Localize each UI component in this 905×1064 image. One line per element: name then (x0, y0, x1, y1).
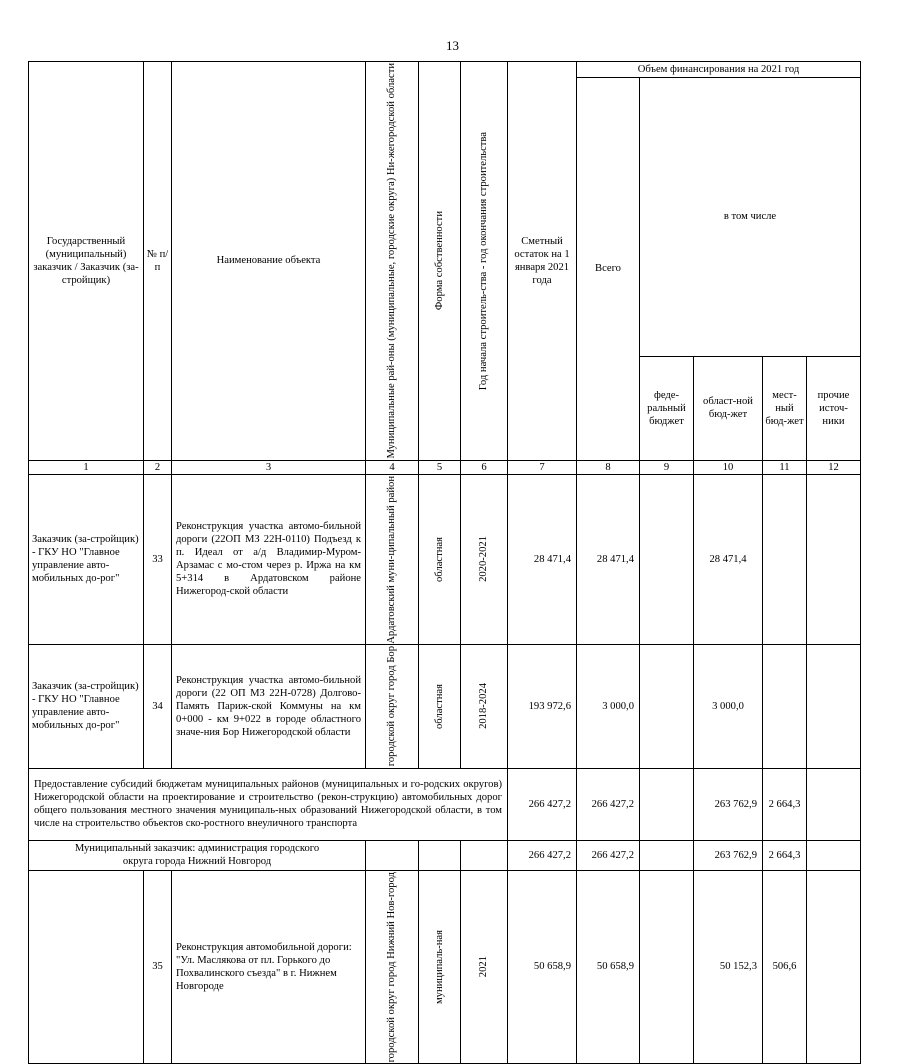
page-number: 13 (446, 38, 459, 53)
municipal-text: Муниципальный заказчик: администрация городского округа города Нижний Новгород (29, 840, 366, 870)
subsidy-row (29, 768, 861, 840)
ownership-cell (419, 870, 461, 1063)
customer-cell: Заказчик (за-стройщик) - ГКУ НО "Главное управление авто-мобильных до-рог" (29, 474, 144, 645)
years-cell (461, 870, 508, 1063)
header-ownership-cell (419, 62, 461, 461)
header-district-cell (366, 62, 419, 461)
total-value: 28 471,4 (577, 474, 640, 645)
column-number: 7 (508, 460, 577, 474)
subsidy-text: Предоставление субсидий бюджетам муниципальных районов (муниципальных и го-родских округов) Нижегородской области на проектирование и строительство (рекон-струкцию) автомобильных дорог общего пользования местного значения муниципаль-ных образований Нижегородской области, в том числе на строительство объектов ско-ростного внеуличного транспорта (29, 768, 508, 840)
table-row (29, 645, 861, 768)
regional-value: 28 471,4 (694, 474, 763, 645)
header-including: в том числе (640, 78, 861, 357)
empty-cell (366, 840, 419, 870)
header-object: Наименование объекта (172, 62, 366, 461)
header-remainder: Сметный остаток на 1 января 2021 года (508, 62, 577, 461)
years: 2021 (478, 956, 489, 978)
other-value (807, 768, 861, 840)
column-number: 11 (763, 460, 807, 474)
header-ownership: Форма собственности (433, 211, 445, 311)
header-years-cell (461, 62, 508, 461)
federal-value (640, 840, 694, 870)
federal-value (640, 645, 694, 768)
other-value (807, 474, 861, 645)
row-number: 35 (144, 870, 172, 1063)
customer-cell: Заказчик (за-стройщик) - ГКУ НО "Главное управление авто-мобильных до-рог" (29, 645, 144, 768)
table-row (29, 474, 861, 645)
years-cell (461, 474, 508, 645)
column-number: 4 (366, 460, 419, 474)
local-value (763, 645, 807, 768)
remainder-value: 28 471,4 (508, 474, 577, 645)
federal-value (640, 768, 694, 840)
ownership-cell (419, 474, 461, 645)
column-number: 5 (419, 460, 461, 474)
years-cell (461, 645, 508, 768)
column-number: 6 (461, 460, 508, 474)
federal-value (640, 474, 694, 645)
column-number: 3 (172, 460, 366, 474)
total-value: 266 427,2 (577, 768, 640, 840)
column-numbers-row (29, 460, 861, 474)
regional-value: 263 762,9 (694, 768, 763, 840)
district: городской округ город Бор (386, 646, 397, 767)
header-financing-group: Объем финансирования на 2021 год (577, 62, 861, 78)
remainder-value: 266 427,2 (508, 768, 577, 840)
regional-value: 50 152,3 (694, 870, 763, 1063)
column-number: 10 (694, 460, 763, 474)
column-number: 12 (807, 460, 861, 474)
years: 2018-2024 (478, 683, 489, 730)
local-value: 2 664,3 (763, 768, 807, 840)
remainder-value: 193 972,6 (508, 645, 577, 768)
empty-cell (419, 840, 461, 870)
district: городской округ город Нижний Нов-город (386, 871, 397, 1062)
ownership-cell (419, 645, 461, 768)
object-name: Реконструкция участка автомо-бильной дороги (22ОП МЗ 22Н-0110) Подъезд к п. Идеал от а/д Владимир-Муром-Арзамас с мо-стом через р. Иржа на км 5+314 в Ардатовском районе Нижегород-ской области (172, 474, 366, 645)
ownership: областная (433, 683, 445, 729)
row-number: 34 (144, 645, 172, 768)
other-value (807, 840, 861, 870)
district: Ардатовский муни-ципальный район (386, 475, 397, 644)
customer-cell (29, 870, 144, 1063)
header-other: прочие источ-ники (807, 356, 861, 460)
column-number: 1 (29, 460, 144, 474)
table-row (29, 870, 861, 1063)
object-name: Реконструкция автомобильной дороги: "Ул. Маслякова от пл. Горького до Похвалинского съезда" в г. Нижнем Новгороде (172, 870, 366, 1063)
header-years: Год начала строитель-ства - год окончания строительства (478, 131, 489, 390)
remainder-value: 266 427,2 (508, 840, 577, 870)
header-federal: феде-ральный бюджет (640, 356, 694, 460)
total-value: 3 000,0 (577, 645, 640, 768)
remainder-value: 50 658,9 (508, 870, 577, 1063)
column-number: 8 (577, 460, 640, 474)
header-regional: област-ной бюд-жет (694, 356, 763, 460)
years: 2020-2021 (478, 536, 489, 583)
header-number: № п/п (144, 62, 172, 461)
regional-value: 263 762,9 (694, 840, 763, 870)
financing-table (28, 61, 861, 1064)
object-name: Реконструкция участка автомо-бильной дороги (22 ОП МЗ 22Н-0728) Долгово-Память Париж-ской Коммуны на км 0+000 - км 9+022 в городе областного значе-ния Бор Нижегородской области (172, 645, 366, 768)
total-value: 50 658,9 (577, 870, 640, 1063)
municipal-row (29, 840, 861, 870)
local-value (763, 474, 807, 645)
regional-value: 3 000,0 (694, 645, 763, 768)
district-cell (366, 870, 419, 1063)
district-cell (366, 645, 419, 768)
local-value: 2 664,3 (763, 840, 807, 870)
district-cell (366, 474, 419, 645)
empty-cell (461, 840, 508, 870)
federal-value (640, 870, 694, 1063)
header-district: Муниципальные рай-оны (муниципальные, городские округа) Ни-жегородской области (386, 63, 397, 459)
header-local: мест-ный бюд-жет (763, 356, 807, 460)
row-number: 33 (144, 474, 172, 645)
ownership: областная (433, 536, 445, 582)
column-number: 9 (640, 460, 694, 474)
other-value (807, 870, 861, 1063)
ownership: муниципаль-ная (433, 929, 445, 1004)
header-customer: Государственный (муниципальный) заказчик / Заказчик (за-стройщик) (29, 62, 144, 461)
column-number: 2 (144, 460, 172, 474)
local-value: 506,6 (763, 870, 807, 1063)
other-value (807, 645, 861, 768)
header-total: Всего (577, 78, 640, 461)
total-value: 266 427,2 (577, 840, 640, 870)
